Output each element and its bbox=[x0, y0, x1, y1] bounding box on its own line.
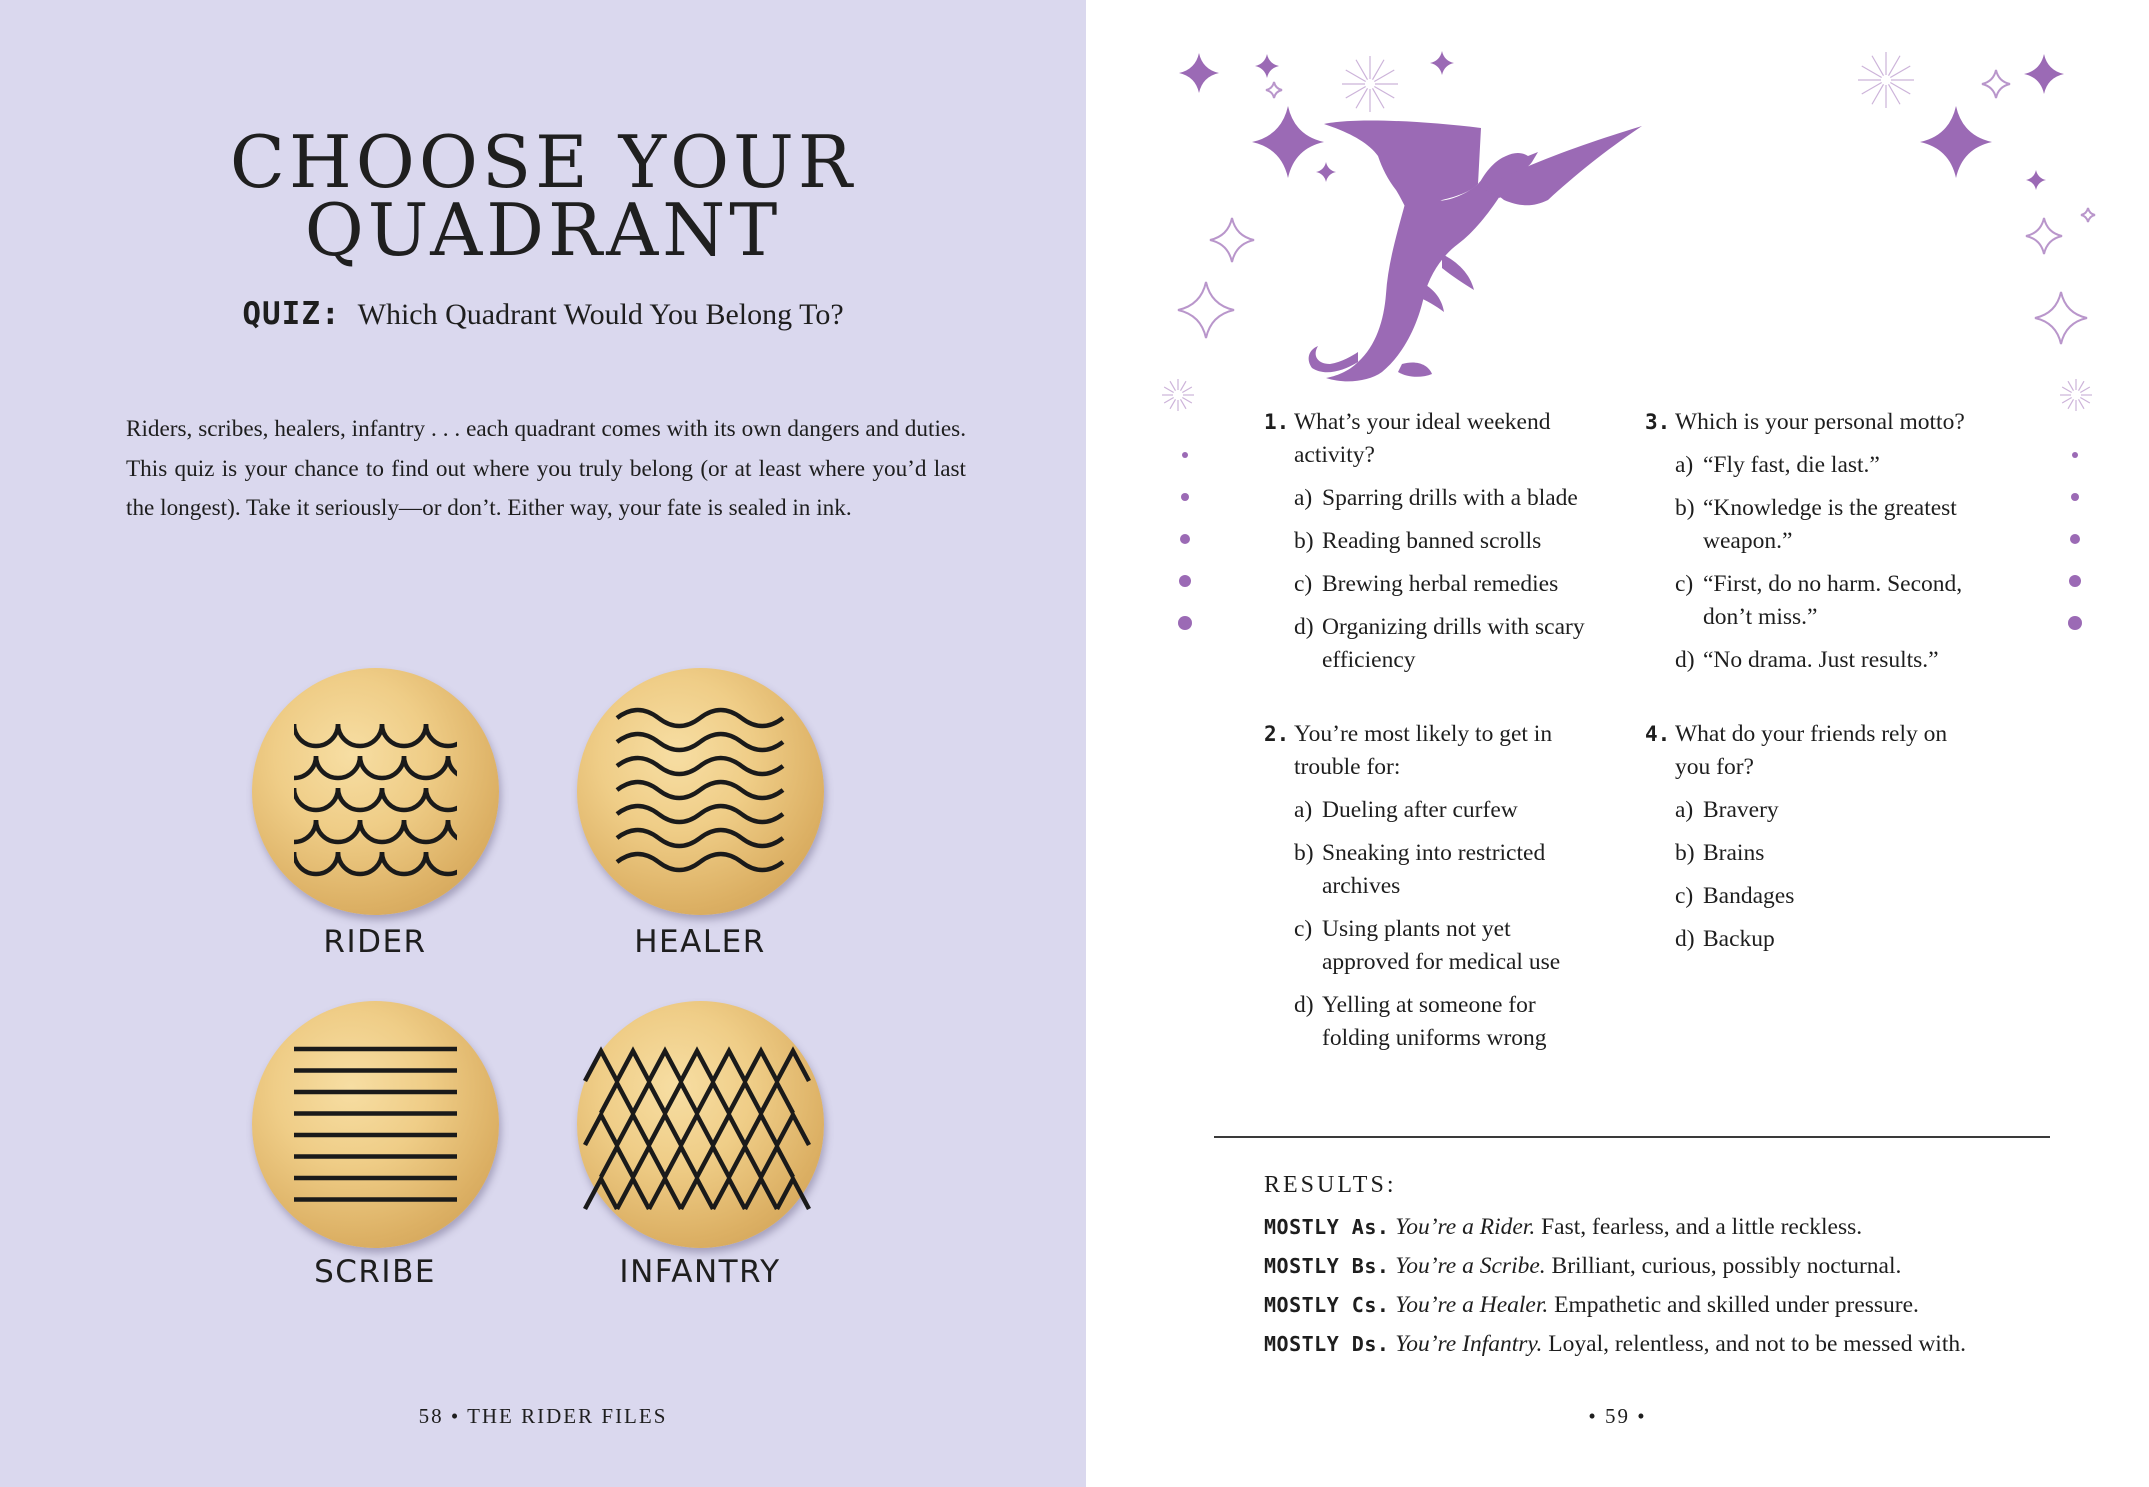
question-4-option-c bbox=[1645, 880, 1965, 913]
option-text: Bandages bbox=[1703, 883, 1795, 909]
question-2-option-b bbox=[1264, 837, 1594, 903]
dragon-icon bbox=[1309, 121, 1642, 382]
result-type: You’re a Rider. bbox=[1395, 1214, 1536, 1240]
question-number: 1. bbox=[1264, 410, 1290, 434]
question-2 bbox=[1264, 718, 1594, 1055]
results-divider bbox=[1214, 1136, 2050, 1138]
question-text: You’re most likely to get in trouble for: bbox=[1294, 721, 1553, 780]
option-letter: c) bbox=[1675, 883, 1694, 909]
question-number: 4. bbox=[1645, 722, 1671, 746]
result-key: MOSTLY Ds. bbox=[1264, 1332, 1390, 1356]
badge-label-healer: HEALER bbox=[634, 924, 766, 960]
option-letter: b) bbox=[1294, 528, 1314, 554]
result-type: You’re a Scribe. bbox=[1395, 1253, 1546, 1279]
option-text: Bravery bbox=[1703, 797, 1779, 823]
question-3-option-d bbox=[1645, 644, 1985, 677]
question-number: 3. bbox=[1645, 410, 1671, 434]
result-line-c bbox=[1264, 1292, 1919, 1319]
option-letter: b) bbox=[1675, 495, 1695, 521]
question-text: What do your friends rely on you for? bbox=[1675, 721, 1948, 780]
lines-icon bbox=[252, 1001, 499, 1248]
quiz-label: QUIZ: bbox=[242, 296, 341, 332]
infantry-badge bbox=[577, 1001, 824, 1248]
right-dots-decoration bbox=[2060, 440, 2090, 640]
option-letter: a) bbox=[1675, 452, 1694, 478]
quiz-subtitle-text: Which Quadrant Would You Belong To? bbox=[357, 298, 844, 331]
star-decoration bbox=[1086, 0, 2149, 420]
question-text: What’s your ideal weekend activity? bbox=[1294, 409, 1551, 468]
option-letter: c) bbox=[1294, 916, 1313, 942]
result-key: MOSTLY Cs. bbox=[1264, 1293, 1390, 1317]
intro-paragraph: Riders, scribes, healers, infantry . . . each quadrant comes with its own dangers and duties. This quiz is your chance to find out where you truly belong (or at least where you’d last the longest). Take it seriously—or don’t. Either way, your fate is sealed in ink. bbox=[126, 416, 966, 521]
folio-left: 58 • THE RIDER FILES bbox=[418, 1404, 668, 1428]
question-text: Which is your personal motto? bbox=[1675, 409, 1965, 435]
scribe-badge bbox=[252, 1001, 499, 1248]
option-text: Sneaking into restricted archives bbox=[1322, 840, 1546, 899]
result-key: MOSTLY As. bbox=[1264, 1215, 1390, 1239]
page-title-line2: QUADRANT bbox=[304, 188, 782, 272]
option-letter: b) bbox=[1675, 840, 1695, 866]
question-4-option-b bbox=[1645, 837, 1965, 870]
option-letter: d) bbox=[1675, 647, 1695, 673]
question-number: 2. bbox=[1264, 722, 1290, 746]
badge-label-scribe: SCRIBE bbox=[314, 1254, 436, 1290]
left-dots-decoration bbox=[1170, 440, 1200, 640]
option-letter: a) bbox=[1294, 485, 1313, 511]
question-1-option-a bbox=[1264, 482, 1626, 515]
question-1-header bbox=[1264, 406, 1626, 472]
result-line-d bbox=[1264, 1331, 1966, 1358]
result-desc: Brilliant, curious, possibly nocturnal. bbox=[1551, 1253, 1902, 1279]
question-3 bbox=[1645, 406, 1985, 677]
option-letter: c) bbox=[1675, 571, 1694, 597]
result-type: You’re Infantry. bbox=[1395, 1331, 1543, 1357]
option-text: Brains bbox=[1703, 840, 1765, 866]
question-3-header bbox=[1645, 406, 1985, 439]
option-text: Sparring drills with a blade bbox=[1322, 485, 1578, 511]
healer-badge bbox=[577, 668, 824, 915]
question-1 bbox=[1264, 406, 1626, 677]
question-1-option-b bbox=[1264, 525, 1626, 558]
option-letter: d) bbox=[1675, 926, 1695, 952]
badge-label-rider: RIDER bbox=[323, 924, 427, 960]
option-text: Organizing drills with scary efficiency bbox=[1322, 614, 1585, 673]
result-line-b bbox=[1264, 1253, 1901, 1280]
question-3-option-c bbox=[1645, 568, 1985, 634]
option-letter: c) bbox=[1294, 571, 1313, 597]
page-title-line1: CHOOSE YOUR bbox=[229, 120, 857, 204]
folio-right: • 59 • bbox=[1588, 1404, 1647, 1428]
question-4-option-a bbox=[1645, 794, 1965, 827]
option-text: “Knowledge is the greatest weapon.” bbox=[1703, 495, 1957, 554]
result-type: You’re a Healer. bbox=[1395, 1292, 1549, 1318]
quiz-subtitle bbox=[0, 296, 1086, 332]
result-desc: Loyal, relentless, and not to be messed with. bbox=[1548, 1331, 1966, 1357]
result-line-a bbox=[1264, 1214, 1862, 1241]
scales-icon bbox=[252, 668, 499, 915]
question-3-option-a bbox=[1645, 449, 1985, 482]
option-letter: a) bbox=[1294, 797, 1313, 823]
question-4 bbox=[1645, 718, 1965, 956]
option-text: Reading banned scrolls bbox=[1322, 528, 1542, 554]
waves-icon bbox=[577, 668, 824, 915]
question-1-option-c bbox=[1264, 568, 1626, 601]
option-letter: d) bbox=[1294, 992, 1314, 1018]
option-text: Backup bbox=[1703, 926, 1775, 952]
option-text: Brewing herbal remedies bbox=[1322, 571, 1559, 597]
result-key: MOSTLY Bs. bbox=[1264, 1254, 1390, 1278]
question-2-option-d bbox=[1264, 989, 1594, 1055]
question-2-option-a bbox=[1264, 794, 1594, 827]
rider-badge bbox=[252, 668, 499, 915]
option-letter: b) bbox=[1294, 840, 1314, 866]
question-1-option-d bbox=[1264, 611, 1626, 677]
results-heading: RESULTS: bbox=[1264, 1172, 1397, 1198]
option-text: Yelling at someone for folding uniforms wrong bbox=[1322, 992, 1547, 1051]
badge-label-infantry: INFANTRY bbox=[619, 1254, 781, 1290]
option-text: Using plants not yet approved for medical use bbox=[1322, 916, 1561, 975]
option-text: Dueling after curfew bbox=[1322, 797, 1518, 823]
question-4-option-d bbox=[1645, 923, 1965, 956]
option-letter: d) bbox=[1294, 614, 1314, 640]
question-3-option-b bbox=[1645, 492, 1985, 558]
question-2-header bbox=[1264, 718, 1594, 784]
result-desc: Empathetic and skilled under pressure. bbox=[1554, 1292, 1919, 1318]
question-2-option-c bbox=[1264, 913, 1594, 979]
question-4-header bbox=[1645, 718, 1965, 784]
result-desc: Fast, fearless, and a little reckless. bbox=[1541, 1214, 1863, 1240]
option-letter: a) bbox=[1675, 797, 1694, 823]
mountains-icon bbox=[577, 1001, 824, 1248]
option-text: “First, do no harm. Second, don’t miss.” bbox=[1703, 571, 1963, 630]
option-text: “No drama. Just results.” bbox=[1703, 647, 1939, 673]
option-text: “Fly fast, die last.” bbox=[1703, 452, 1880, 478]
